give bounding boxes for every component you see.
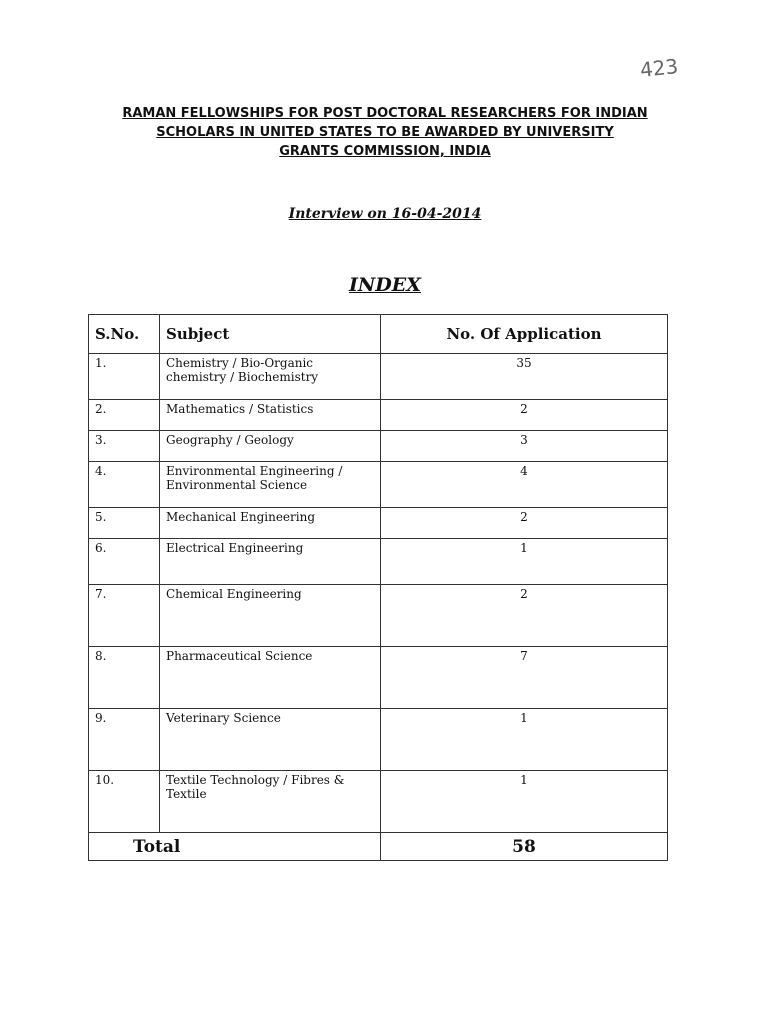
row-sno: 1. xyxy=(89,354,160,400)
row-sno: 10. xyxy=(89,771,160,833)
table-row xyxy=(89,508,668,539)
table-row xyxy=(89,354,668,400)
index-title: INDEX xyxy=(349,274,421,296)
table-row xyxy=(89,647,668,709)
row-sno: 6. xyxy=(89,539,160,585)
table-total-row xyxy=(89,833,668,861)
row-subject: Mechanical Engineering xyxy=(160,508,381,539)
row-subject: Environmental Engineering / Environmental Science xyxy=(160,462,381,508)
row-sno: 8. xyxy=(89,647,160,709)
row-subject: Electrical Engineering xyxy=(160,539,381,585)
applications-table xyxy=(88,314,668,861)
header-subject: Subject xyxy=(160,315,381,354)
interview-date: Interview on 16-04-2014 xyxy=(288,206,482,222)
handwritten-page-number: 423 xyxy=(638,54,680,82)
heading-line-2: SCHOLARS IN UNITED STATES TO BE AWARDED BY UNIVERSITY xyxy=(156,125,614,140)
document-heading xyxy=(80,104,690,161)
total-label: Total xyxy=(89,833,381,861)
table-row xyxy=(89,709,668,771)
table-row xyxy=(89,400,668,431)
row-count: 3 xyxy=(381,431,668,462)
heading-line-3: GRANTS COMMISSION, INDIA xyxy=(279,144,491,159)
row-count: 1 xyxy=(381,709,668,771)
row-count: 7 xyxy=(381,647,668,709)
table-header-row xyxy=(89,315,668,354)
row-subject: Veterinary Science xyxy=(160,709,381,771)
row-count: 4 xyxy=(381,462,668,508)
row-count: 1 xyxy=(381,771,668,833)
row-sno: 5. xyxy=(89,508,160,539)
row-subject: Pharmaceutical Science xyxy=(160,647,381,709)
row-count: 2 xyxy=(381,585,668,647)
table-row xyxy=(89,462,668,508)
row-subject: Mathematics / Statistics xyxy=(160,400,381,431)
header-sno: S.No. xyxy=(89,315,160,354)
table-row xyxy=(89,585,668,647)
row-subject: Geography / Geology xyxy=(160,431,381,462)
row-subject: Chemical Engineering xyxy=(160,585,381,647)
header-count: No. Of Application xyxy=(381,315,668,354)
row-count: 2 xyxy=(381,400,668,431)
total-value: 58 xyxy=(381,833,668,861)
row-count: 35 xyxy=(381,354,668,400)
table-row xyxy=(89,771,668,833)
row-sno: 9. xyxy=(89,709,160,771)
row-sno: 2. xyxy=(89,400,160,431)
row-sno: 4. xyxy=(89,462,160,508)
table-row xyxy=(89,431,668,462)
row-sno: 3. xyxy=(89,431,160,462)
row-sno: 7. xyxy=(89,585,160,647)
table-row xyxy=(89,539,668,585)
row-subject: Textile Technology / Fibres & Textile xyxy=(160,771,381,833)
row-subject: Chemistry / Bio-Organic chemistry / Biochemistry xyxy=(160,354,381,400)
row-count: 1 xyxy=(381,539,668,585)
row-count: 2 xyxy=(381,508,668,539)
heading-line-1: RAMAN FELLOWSHIPS FOR POST DOCTORAL RESEARCHERS FOR INDIAN xyxy=(122,106,648,121)
